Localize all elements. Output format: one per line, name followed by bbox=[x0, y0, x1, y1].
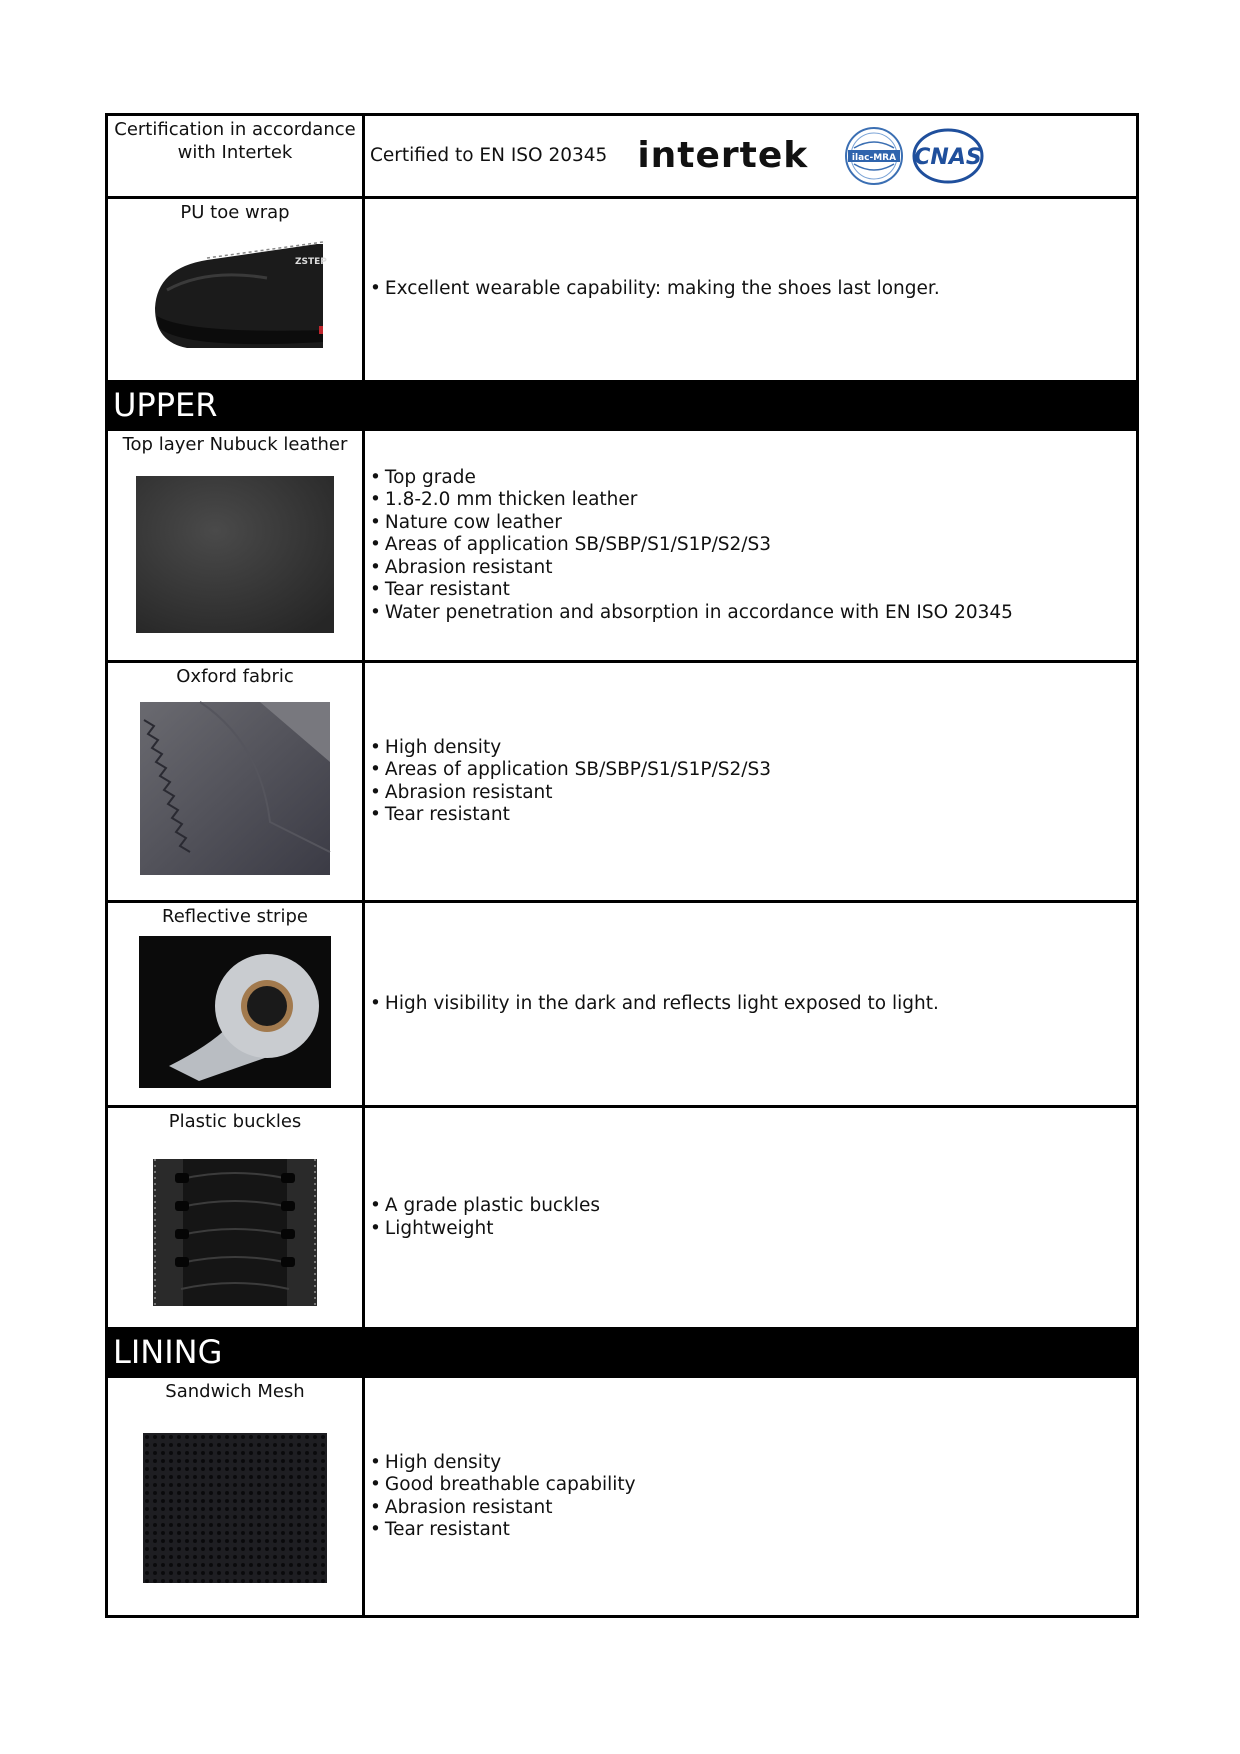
certification-label: Certification in accordance with Intertek bbox=[108, 116, 365, 196]
buckles-label: Plastic buckles bbox=[168, 1111, 302, 1132]
sandwich-mesh-label: Sandwich Mesh bbox=[165, 1381, 305, 1402]
reflective-label: Reflective stripe bbox=[162, 906, 308, 927]
sandwich-mesh-bullet: • High density bbox=[370, 1452, 1136, 1475]
cnas-logo-text: CNAS bbox=[914, 145, 982, 170]
ilac-mra-logo bbox=[842, 126, 906, 186]
cnas-logo bbox=[912, 128, 984, 184]
oxford-label: Oxford fabric bbox=[176, 666, 294, 687]
buckles-details bbox=[365, 1108, 1136, 1327]
plastic-buckles-image bbox=[153, 1159, 317, 1306]
nubuck-bullet: • Nature cow leather bbox=[370, 512, 1136, 535]
nubuck-bullet: • Top grade bbox=[370, 467, 1136, 490]
section-header-lining: LINING bbox=[105, 1327, 1139, 1378]
sandwich-mesh-row bbox=[105, 1378, 1139, 1618]
toe-wrap-row bbox=[105, 196, 1139, 380]
sandwich-mesh-bullet: • Abrasion resistant bbox=[370, 1497, 1136, 1520]
sandwich-mesh-bullet: • Good breathable capability bbox=[370, 1474, 1136, 1497]
nubuck-leather-image bbox=[136, 476, 334, 633]
sandwich-mesh-image bbox=[143, 1433, 327, 1583]
nubuck-bullet: • 1.8-2.0 mm thicken leather bbox=[370, 489, 1136, 512]
oxford-details bbox=[365, 663, 1136, 900]
toe-wrap-label: PU toe wrap bbox=[180, 202, 290, 223]
buckles-cell bbox=[108, 1108, 365, 1327]
reflective-bullet: • High visibility in the dark and reflects light exposed to light. bbox=[370, 993, 1136, 1016]
toe-wrap-cell bbox=[108, 199, 365, 380]
nubuck-bullet: • Abrasion resistant bbox=[370, 557, 1136, 580]
toe-wrap-image-text: ZSTEP bbox=[295, 257, 327, 267]
toe-wrap-bullet: • Excellent wearable capability: making the shoes last longer. bbox=[370, 278, 1136, 301]
oxford-bullet: • High density bbox=[370, 737, 1136, 760]
oxford-bullet: • Tear resistant bbox=[370, 804, 1136, 827]
sandwich-mesh-cell bbox=[108, 1378, 365, 1615]
buckles-bullet: • Lightweight bbox=[370, 1218, 1136, 1241]
nubuck-label: Top layer Nubuck leather bbox=[122, 434, 348, 455]
toe-wrap-image bbox=[147, 238, 327, 356]
buckles-bullet: • A grade plastic buckles bbox=[370, 1195, 1136, 1218]
certification-cell bbox=[365, 116, 1136, 196]
sandwich-mesh-bullet: • Tear resistant bbox=[370, 1519, 1136, 1542]
oxford-cell bbox=[108, 663, 365, 900]
toe-wrap-details bbox=[365, 199, 1136, 380]
spec-table bbox=[105, 113, 1139, 1618]
reflective-cell bbox=[108, 903, 365, 1105]
ilac-mra-logo-text: ilac-MRA bbox=[852, 153, 897, 163]
nubuck-bullet: • Areas of application SB/SBP/S1/S1P/S2/S3 bbox=[370, 534, 1136, 557]
reflective-row bbox=[105, 900, 1139, 1105]
oxford-bullet: • Areas of application SB/SBP/S1/S1P/S2/S3 bbox=[370, 759, 1136, 782]
nubuck-bullet: • Tear resistant bbox=[370, 579, 1136, 602]
oxford-bullet: • Abrasion resistant bbox=[370, 782, 1136, 805]
oxford-fabric-image bbox=[140, 702, 330, 875]
nubuck-details bbox=[365, 431, 1136, 660]
sandwich-mesh-details bbox=[365, 1378, 1136, 1615]
reflective-stripe-image bbox=[139, 936, 331, 1088]
nubuck-cell bbox=[108, 431, 365, 660]
certification-text: Certified to EN ISO 20345 bbox=[370, 144, 608, 166]
section-header-upper: UPPER bbox=[105, 380, 1139, 431]
reflective-details bbox=[365, 903, 1136, 1105]
oxford-row bbox=[105, 660, 1139, 900]
buckles-row bbox=[105, 1105, 1139, 1327]
nubuck-bullet: • Water penetration and absorption in accordance with EN ISO 20345 bbox=[370, 602, 1136, 625]
nubuck-row bbox=[105, 431, 1139, 660]
intertek-logo: intertek bbox=[637, 134, 809, 176]
certification-row bbox=[105, 113, 1139, 196]
